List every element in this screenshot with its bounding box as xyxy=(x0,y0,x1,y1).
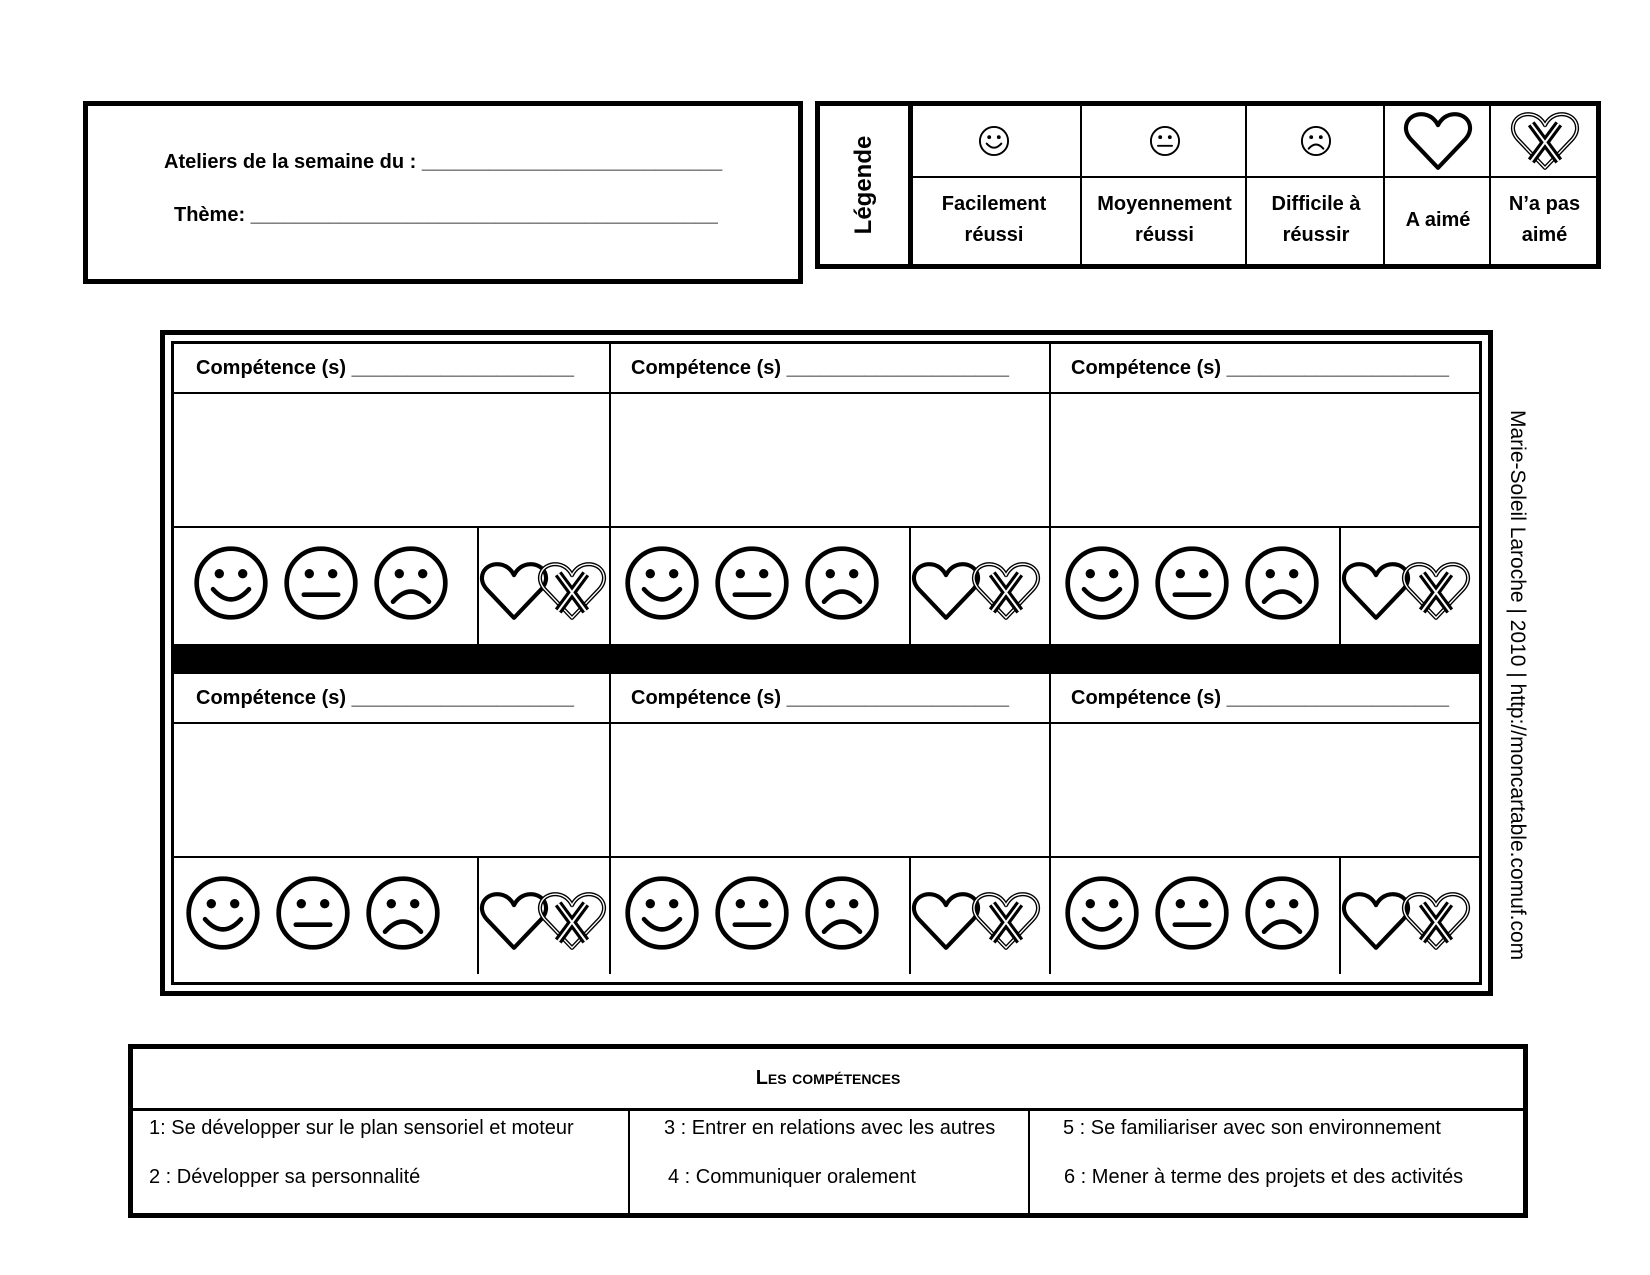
legend-item-hard xyxy=(1245,106,1385,264)
neutral-face-icon[interactable] xyxy=(713,874,791,952)
neutral-face-icon[interactable] xyxy=(713,544,791,622)
activity-cell-2 xyxy=(609,344,1051,644)
crossed-heart-icon[interactable] xyxy=(1401,890,1471,952)
activity-cell-1 xyxy=(174,344,611,644)
happy-face-icon xyxy=(978,125,1010,157)
crossed-heart-icon[interactable] xyxy=(537,560,607,622)
activity-cell-5 xyxy=(609,674,1051,974)
activity-grid-inner xyxy=(171,341,1482,985)
rating-row xyxy=(1049,856,1481,974)
competence-item: 2 : Développer sa personnalité xyxy=(149,1166,421,1188)
competence-item: 3 : Entrer en relations avec les autres xyxy=(664,1117,996,1139)
rating-row xyxy=(609,856,1049,974)
crossed-heart-icon[interactable] xyxy=(1401,560,1471,622)
competence-item: 4 : Communiquer oralement xyxy=(668,1166,916,1188)
competence-label[interactable]: Compétence (s) ____________________ xyxy=(1049,674,1481,724)
credit-text: Marie-Soleil Laroche | 2010 | http://moncartable.comuf.com xyxy=(1506,410,1529,961)
crossed-heart-icon xyxy=(1510,110,1580,172)
competence-item: 1: Se développer sur le plan sensoriel et moteur xyxy=(149,1117,574,1139)
sad-face-icon[interactable] xyxy=(1243,874,1321,952)
activity-notes-area[interactable] xyxy=(174,392,609,528)
activity-notes-area[interactable] xyxy=(609,722,1049,858)
legend-title-cell xyxy=(820,106,913,264)
competence-item: 6 : Mener à terme des projets et des activités xyxy=(1064,1166,1464,1188)
legend-label: Facilement réussi xyxy=(941,193,1047,246)
rating-row xyxy=(609,526,1049,644)
competences-table xyxy=(128,1044,1528,1218)
competences-column-1 xyxy=(133,1108,628,1213)
activity-cell-3 xyxy=(1049,344,1481,644)
credit-text-container xyxy=(1505,410,1533,985)
activity-notes-area[interactable] xyxy=(609,392,1049,528)
sad-face-icon xyxy=(1300,125,1332,157)
rating-row xyxy=(174,856,609,974)
sad-face-icon[interactable] xyxy=(803,874,881,952)
neutral-face-icon[interactable] xyxy=(1153,544,1231,622)
legend-label: A aimé xyxy=(1405,208,1471,231)
rating-row xyxy=(1049,526,1481,644)
neutral-face-icon[interactable] xyxy=(274,874,352,952)
header-box xyxy=(83,101,803,284)
sad-face-icon[interactable] xyxy=(1243,544,1321,622)
happy-face-icon[interactable] xyxy=(623,544,701,622)
legend-label: Difficile à réussir xyxy=(1271,193,1361,246)
legend-item-easy xyxy=(908,106,1080,264)
sad-face-icon[interactable] xyxy=(364,874,442,952)
neutral-face-icon xyxy=(1149,125,1181,157)
competence-label[interactable]: Compétence (s) ____________________ xyxy=(609,674,1049,724)
sad-face-icon[interactable] xyxy=(372,544,450,622)
competence-label[interactable]: Compétence (s) ____________________ xyxy=(1049,344,1481,394)
heart-icon xyxy=(1403,110,1473,172)
activity-notes-area[interactable] xyxy=(1049,392,1481,528)
activity-cell-6 xyxy=(1049,674,1481,974)
activity-notes-area[interactable] xyxy=(174,722,609,858)
legend-item-liked xyxy=(1383,106,1491,264)
competence-item: 5 : Se familiariser avec son environnement xyxy=(1063,1117,1441,1139)
legend-item-medium xyxy=(1080,106,1247,264)
competences-column-2 xyxy=(628,1108,1030,1213)
competence-label[interactable]: Compétence (s) ____________________ xyxy=(174,674,609,724)
week-line[interactable]: Ateliers de la semaine du : ___________________________ xyxy=(164,151,723,173)
rating-row xyxy=(174,526,609,644)
activity-notes-area[interactable] xyxy=(1049,722,1481,858)
activity-cell-4 xyxy=(174,674,611,974)
competences-title: Les compétences xyxy=(133,1049,1523,1111)
competences-column-3 xyxy=(1028,1108,1523,1213)
legend-item-disliked xyxy=(1489,106,1598,264)
happy-face-icon[interactable] xyxy=(184,874,262,952)
row-divider-band xyxy=(174,644,1479,674)
legend-label: Moyennement réussi xyxy=(1097,193,1232,246)
happy-face-icon[interactable] xyxy=(623,874,701,952)
crossed-heart-icon[interactable] xyxy=(537,890,607,952)
happy-face-icon[interactable] xyxy=(192,544,270,622)
sad-face-icon[interactable] xyxy=(803,544,881,622)
legend-title: Légende xyxy=(850,135,877,235)
competence-label[interactable]: Compétence (s) ____________________ xyxy=(609,344,1049,394)
crossed-heart-icon[interactable] xyxy=(971,560,1041,622)
neutral-face-icon[interactable] xyxy=(282,544,360,622)
neutral-face-icon[interactable] xyxy=(1153,874,1231,952)
competence-label[interactable]: Compétence (s) ____________________ xyxy=(174,344,609,394)
activity-grid xyxy=(160,330,1493,996)
legend xyxy=(815,101,1601,269)
happy-face-icon[interactable] xyxy=(1063,544,1141,622)
theme-line[interactable]: Thème: __________________________________________ xyxy=(174,204,718,226)
crossed-heart-icon[interactable] xyxy=(971,890,1041,952)
legend-label: N’a pas aimé xyxy=(1508,193,1581,246)
happy-face-icon[interactable] xyxy=(1063,874,1141,952)
